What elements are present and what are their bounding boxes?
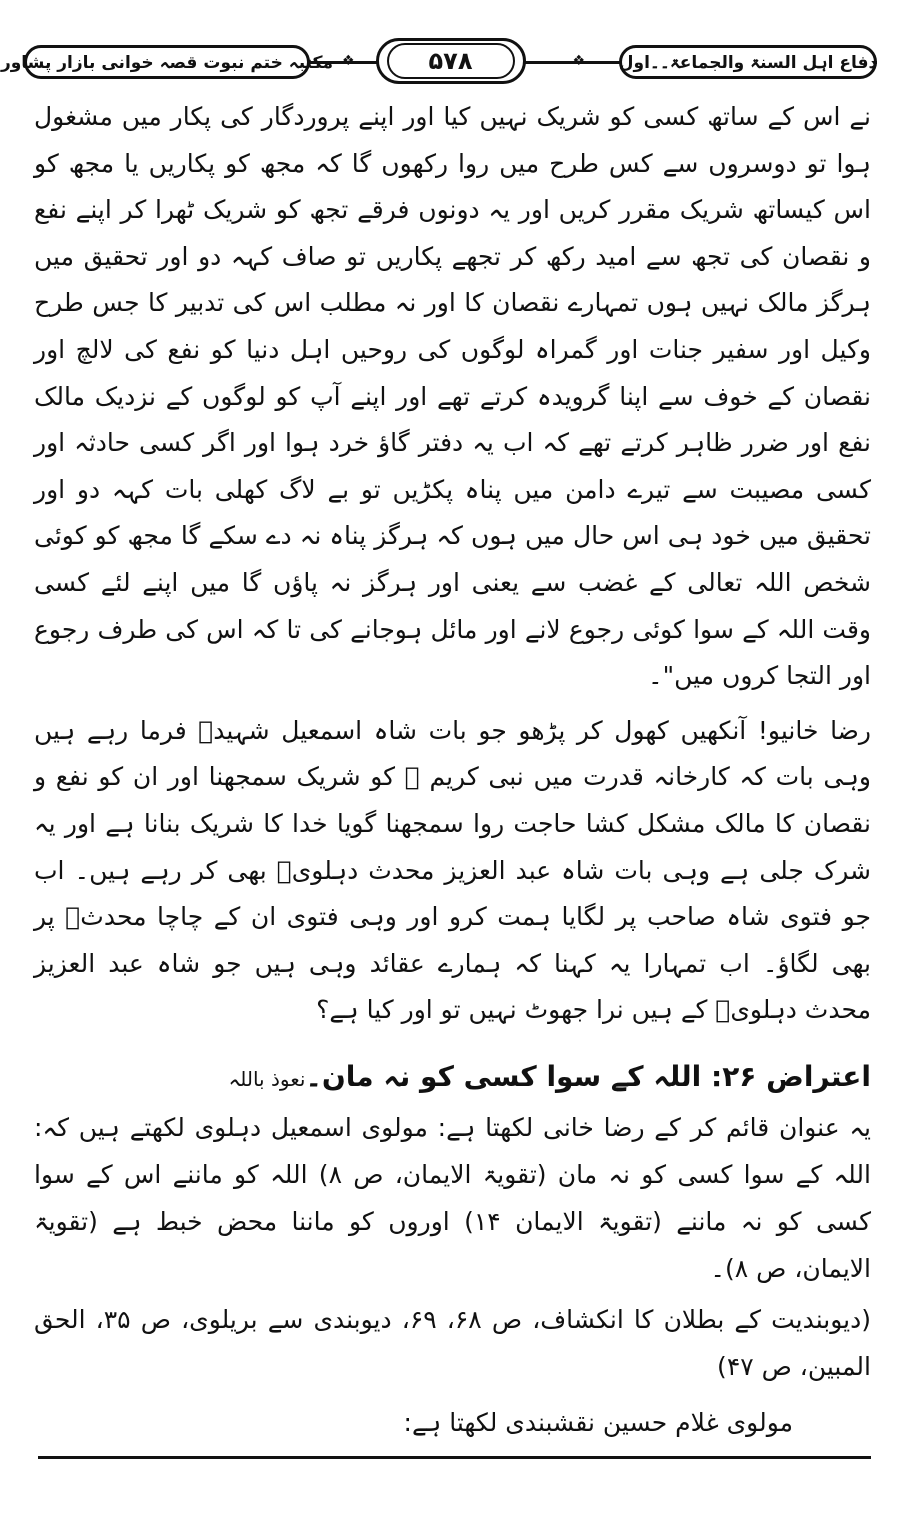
- paragraph-objection: یہ عنوان قائم کر کے رضا خانی لکھتا ہے: مولوی اسمعیل دہلوی لکھتے ہیں کہ: اللہ کے سوا کسی کو نہ مان (تقویۃ الایمان، ص ۸) اللہ کو ماننے اس کے سوا کسی کو نہ ماننے (تقویۃ الایمان ۱۴) اوروں کو ماننا محض خبط ہے (تقویۃ الایمان، ص ۸)۔: [34, 1112, 871, 1283]
- paragraph-intro: مولوی غلام حسین نقشبندی لکھتا ہے:: [403, 1407, 793, 1437]
- book-title-label: [619, 45, 877, 79]
- footer-rule: [38, 1456, 871, 1459]
- page-number: ۵۷۸: [387, 43, 515, 79]
- book-title-text: دفاع اہل السنۃ والجماعۃ۔۔اول: [618, 52, 878, 73]
- objection-heading: [34, 1052, 871, 1104]
- paragraph-references: (دیوبندیت کے بطلان کا انکشاف، ص ۶۸، ۶۹، دیوبندی سے بریلوی، ص ۳۵، الحق المبین، ص ۴۷): [34, 1304, 871, 1381]
- ornament-icon: ❖: [572, 53, 585, 69]
- page-number-frame: [376, 38, 526, 84]
- page-header: [0, 38, 878, 88]
- objection-heading-suffix: نعوذ باللہ: [228, 1066, 306, 1091]
- ornament-icon: ❖: [342, 53, 355, 69]
- publisher-text: مکتبہ ختم نبوت قصہ خوانی بازار پشاور: [0, 52, 334, 73]
- page-content: [34, 94, 871, 1446]
- paragraph-quote: نے اس کے ساتھ کسی کو شریک نہیں کیا اور اپنے پروردگار کی پکار میں مشغول ہوا تو دوسروں سے کس طرح میں روا رکھوں گا کہ مجھ کو پکاریں یا مجھ کو اس کیساتھ شریک مقرر کریں اور یہ دونوں فرقے تجھ کو شریک ٹھرا کر اپنے نفع و نقصان کی تجھ سے امید رکھ کر تجھے پکاریں تو صاف کہہ دو اور تحقیق میں ہرگز مالک نہیں ہوں تمہارے نقصان کا اور نہ مطلب اس کی تدبیر کا جس طرح وکیل اور سفیر جنات اور گمراہ لوگوں کی روحیں اہل دنیا کو نفع کی لالچ اور نقصان کے خوف سے اپنا گرویدہ کرتے تھے اور اپنے آپ کو لوگوں کے نزدیک مالک نفع اور ضرر ظاہر کرتے تھے کہ اب یہ دفتر گاؤ خرد ہوا اور اگر کسی حادثہ اور کسی مصیبت سے تیرے دامن میں پناہ پکڑیں تو بے لاگ کھلی بات کہہ دو اور تحقیق میں خود ہی اس حال میں ہوں کہ ہرگز پناہ نہ دے سکے گا مجھ کو کوئی شخص اللہ تعالی کے غضب سے یعنی اور ہرگز نہ پاؤں گا میں اپنے لئے کسی وقت اللہ کے سوا کوئی رجوع لانے اور مائل ہوجانے کی تا کہ اس کی طرف رجوع اور التجا کروں میں"۔: [34, 102, 871, 691]
- paragraph-commentary: رضا خانیو! آنکھیں کھول کر پڑھو جو بات شاہ اسمعیل شہیدؒ فرما رہے ہیں وہی بات کہ کارخانہ قدرت میں نبی کریم ﷺ کو شریک سمجھنا اور ان کو نفع و نقصان کا مالک مشکل کشا حاجت روا سمجھنا گویا خدا کا شریک بنانا ہے اور یہ شرک جلی ہے وہی بات شاہ عبد العزیز محدث دہلویؒ بھی کر رہے ہیں۔ اب جو فتوی شاہ صاحب پر لگایا ہمت کرو اور وہی فتوی ان کے چاچا محدثؒ پر بھی لگاؤ۔ اب تمہارا یہ کہنا کہ ہمارے عقائد وہی ہیں جو شاہ عبد العزیز محدث دہلویؒ کے ہیں نرا جھوٹ نہیں تو اور کیا ہے؟: [34, 715, 871, 1025]
- objection-heading-text: اعتراض ۲۶: اللہ کے سوا کسی کو نہ مان۔: [305, 1059, 871, 1093]
- publisher-label: [0, 45, 334, 79]
